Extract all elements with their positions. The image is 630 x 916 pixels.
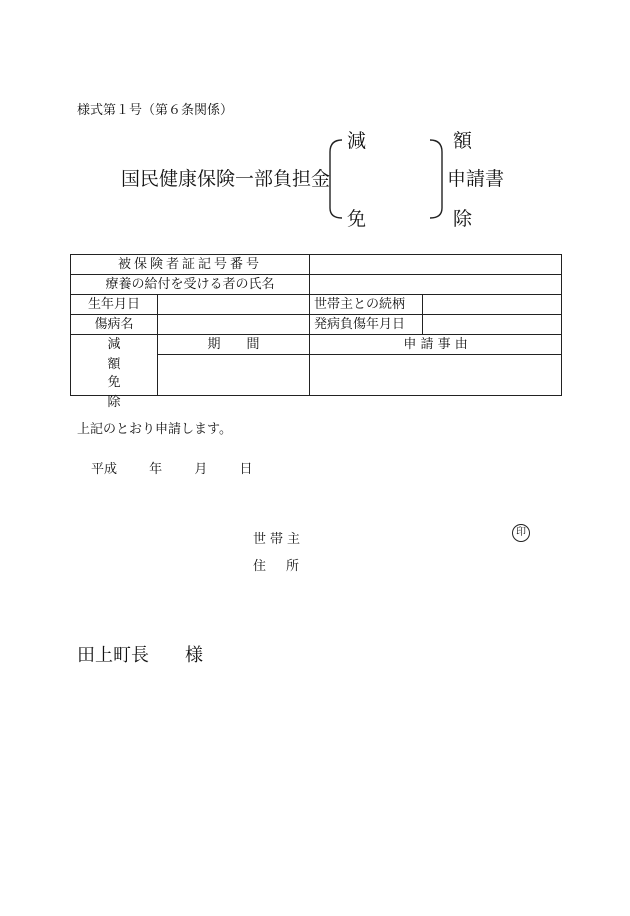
title-option-reduce: 減 額 [347, 130, 507, 152]
birthdate-field[interactable] [158, 295, 310, 315]
title-main: 国民健康保険一部負担金 [121, 168, 331, 190]
date-month: 月 [194, 462, 208, 477]
table-row [71, 315, 562, 335]
disease-field[interactable] [158, 315, 310, 335]
onset-date-field[interactable] [423, 315, 562, 335]
kind-reduce-label: 減額 [107, 337, 141, 372]
honorific: 様 [185, 645, 203, 666]
reason-field[interactable] [310, 355, 562, 396]
seal-mark-icon: 印 [512, 524, 530, 542]
householder-label: 世帯主 [253, 532, 305, 547]
onset-date-label: 発病負傷年月日 [310, 315, 423, 335]
reason-label: 申 請 事 由 [310, 335, 562, 355]
table-row [71, 295, 562, 315]
addressee: 田上町長 [77, 645, 149, 666]
period-field[interactable] [158, 355, 310, 396]
table-row [71, 335, 562, 355]
birthdate-label: 生年月日 [71, 295, 158, 315]
period-label: 期 間 [158, 335, 310, 355]
kind-exempt-label: 免除 [107, 375, 141, 410]
relationship-field[interactable] [423, 295, 562, 315]
date-line [91, 458, 280, 477]
application-table [70, 254, 562, 410]
statement: 上記のとおり申請します。 [77, 422, 232, 437]
insurance-number-label: 被保険者証記号番号 [71, 255, 310, 275]
address-label: 住所 [253, 559, 320, 574]
date-year: 年 [149, 462, 163, 477]
title-option-exempt: 免 除 [347, 208, 507, 230]
form-number: 様式第１号（第６条関係） [77, 103, 234, 118]
date-era: 平成 [91, 462, 118, 477]
recipient-name-field[interactable] [310, 275, 562, 295]
disease-label: 傷病名 [71, 315, 158, 335]
recipient-name-label: 療養の給付を受ける者の氏名 [71, 275, 310, 295]
relationship-label: 世帯主との続柄 [310, 295, 423, 315]
date-day: 日 [239, 462, 253, 477]
kind-cell [71, 335, 158, 410]
table-row [71, 275, 562, 295]
insurance-number-field[interactable] [310, 255, 562, 275]
title-suffix: 申請書 [447, 168, 505, 190]
table-row [71, 255, 562, 275]
